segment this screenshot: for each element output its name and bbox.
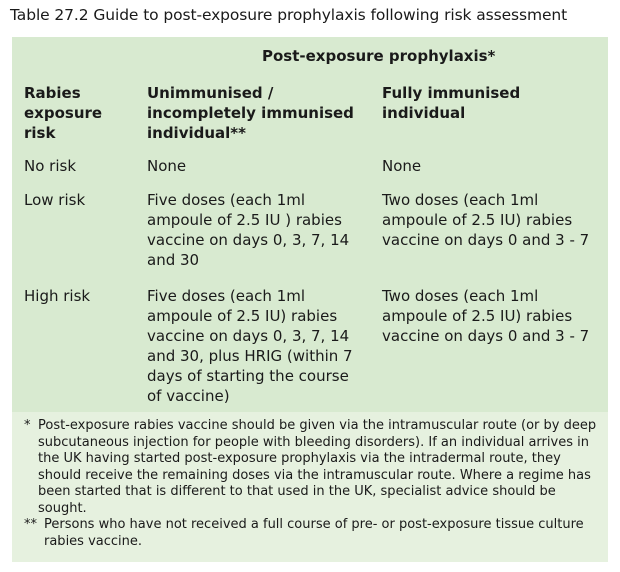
prophylaxis-table <box>12 37 608 412</box>
column-header-unimmunised: Unimmunised / incompletely immunised individual** <box>147 84 354 142</box>
row-high-unimmunised: Five doses (each 1ml ampoule of 2.5 IU) rabies vaccine on days 0, 3, 7, 14 and 30, plus HRIG (within 7 days of starting the course of vaccine) <box>147 287 353 405</box>
group-header: Post-exposure prophylaxis* <box>262 47 496 65</box>
footnote-marker: * <box>24 418 31 433</box>
row-risk-low: Low risk <box>24 191 86 209</box>
row-risk-high: High risk <box>24 287 91 305</box>
footnote-marker: ** <box>24 517 37 532</box>
row-high-immunised: Two doses (each 1ml ampoule of 2.5 IU) rabies vaccine on days 0 and 3 - 7 <box>382 287 590 345</box>
row-low-immunised: Two doses (each 1ml ampoule of 2.5 IU) rabies vaccine on days 0 and 3 - 7 <box>382 191 590 249</box>
row-no-unimmunised: None <box>147 157 187 175</box>
row-low-unimmunised: Five doses (each 1ml ampoule of 2.5 IU ) rabies vaccine on days 0, 3, 7, 14 and 30 <box>147 191 350 269</box>
table-caption: Table 27.2 Guide to post-exposure prophylaxis following risk assessment <box>10 6 568 24</box>
footnotes <box>12 412 608 562</box>
row-no-immunised: None <box>382 157 422 175</box>
footnote-text: Persons who have not received a full course of pre- or post-exposure tissue culture rabies vaccine. <box>44 517 584 549</box>
column-header-risk: Rabies exposure risk <box>24 84 103 142</box>
row-risk-no: No risk <box>24 157 77 175</box>
column-header-immunised: Fully immunised individual <box>382 84 521 122</box>
footnote-text: Post-exposure rabies vaccine should be given via the intramuscular route (or by deep subcutaneous injection for people with bleeding disorders). If an individual arrives in the UK having started post-exposure prophylaxis via the intradermal route, they should receive the remaining doses via the intramuscular route. Where a regime has been started that is different to that used in the UK, specialist advice should be sought. <box>38 418 597 516</box>
